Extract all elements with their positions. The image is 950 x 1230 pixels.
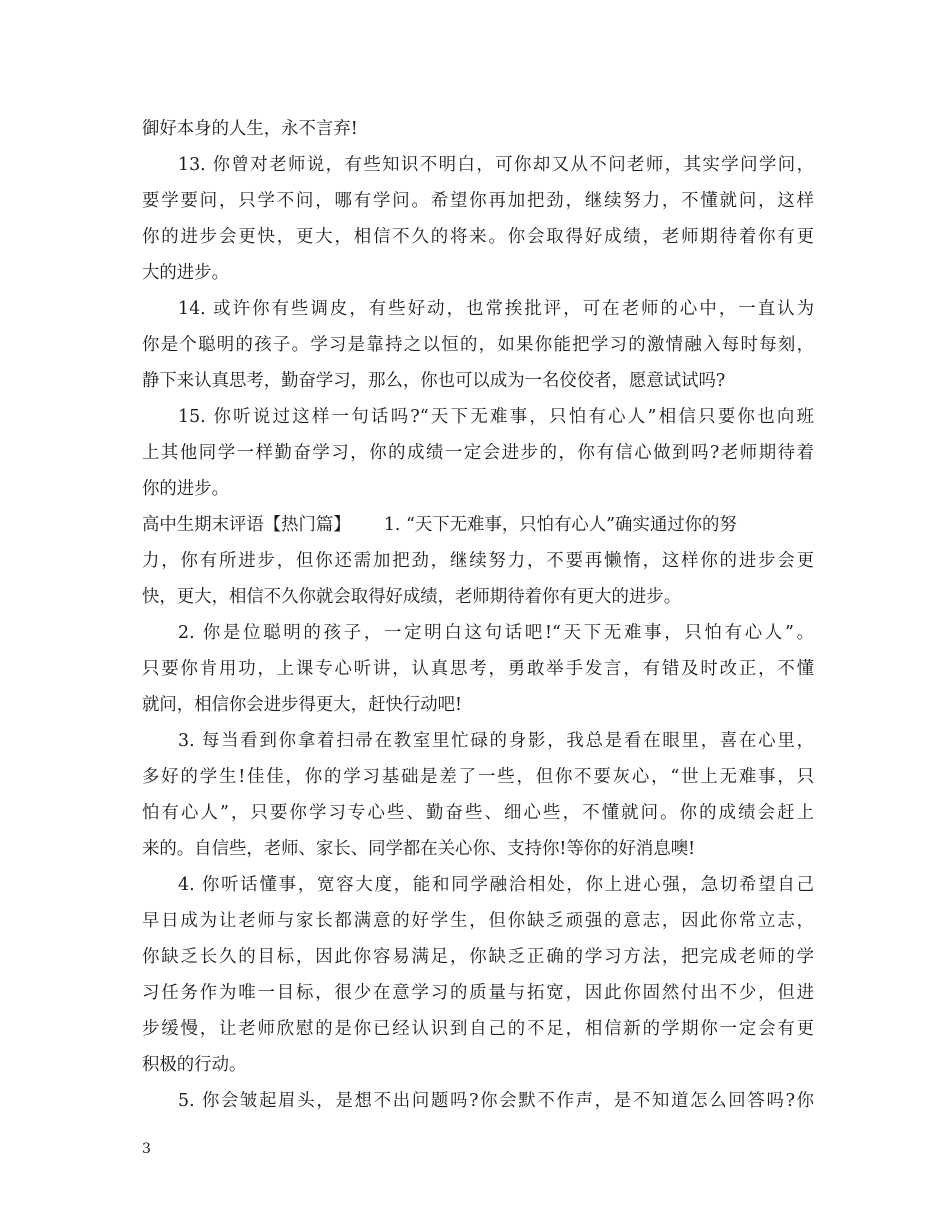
text-line: 御好本身的人生，永不言弃! xyxy=(142,119,358,139)
text-line: 你是个聪明的孩子。学习是靠持之以恒的，如果你能把学习的激情融入每时每刻， xyxy=(142,335,814,355)
text-line: 13. 你曾对老师说，有些知识不明白，可你却又从不问老师，其实学问学问， xyxy=(178,155,814,175)
text-line: 只要你肯用功，上课专心听讲，认真思考，勇敢举手发言，有错及时改正，不懂 xyxy=(142,659,814,679)
text-line: 步缓慢，让老师欣慰的是你已经认识到自己的不足，相信新的学期你一定会有更 xyxy=(142,1019,814,1039)
text-line: 上其他同学一样勤奋学习，你的成绩一定会进步的，你有信心做到吗?老师期待着 xyxy=(142,443,814,463)
text-line: 2. 你是位聪明的孩子，一定明白这句话吧!“天下无难事，只怕有心人”。 xyxy=(178,623,814,643)
text-line: 力，你有所进步，但你还需加把劲，继续努力，不要再懒惰，这样你的进步会更 xyxy=(142,551,814,571)
text-line: 来的。自信些，老师、家长、同学都在关心你、支持你!等你的好消息噢! xyxy=(142,839,696,859)
text-line: 14. 或许你有些调皮，有些好动，也常挨批评，可在老师的心中，一直认为 xyxy=(178,299,814,319)
text-line: 15. 你听说过这样一句话吗?“天下无难事，只怕有心人”相信只要你也向班 xyxy=(178,407,814,427)
section-heading-line: 高中生期末评语【热门篇】 1. “天下无难事，只怕有心人”确实通过你的努 xyxy=(142,515,737,535)
text-line: 多好的学生!佳佳，你的学习基础是差了一些，但你不要灰心，“世上无难事，只 xyxy=(142,767,814,787)
text-line: 4. 你听话懂事，宽容大度，能和同学融洽相处，你上进心强，急切希望自己 xyxy=(178,875,814,895)
text-line: 你缺乏长久的目标，因此你容易满足，你缺乏正确的学习方法，把完成老师的学 xyxy=(142,947,814,967)
text-line: 要学要问，只学不问，哪有学问。希望你再加把劲，继续努力，不懂就问，这样 xyxy=(142,191,814,211)
text-line: 积极的行动。 xyxy=(142,1055,247,1075)
text-line: 3. 每当看到你拿着扫帚在教室里忙碌的身影，我总是看在眼里，喜在心里， xyxy=(178,731,814,751)
text-line: 你的进步会更快，更大，相信不久的将来。你会取得好成绩，老师期待着你有更 xyxy=(142,227,814,247)
text-line: 大的进步。 xyxy=(142,263,229,283)
text-line: 习任务作为唯一目标，很少在意学习的质量与拓宽，因此你固然付出不少，但进 xyxy=(142,983,814,1003)
page-number: 3 xyxy=(142,1141,151,1157)
text-line: 早日成为让老师与家长都满意的好学生，但你缺乏顽强的意志，因此你常立志， xyxy=(142,911,814,931)
text-line: 快，更大，相信不久你就会取得好成绩，老师期待着你有更大的进步。 xyxy=(142,587,682,607)
text-line: 就问，相信你会进步得更大，赶快行动吧! xyxy=(142,695,463,715)
text-line: 5. 你会皱起眉头，是想不出问题吗?你会默不作声，是不知道怎么回答吗?你 xyxy=(178,1091,814,1111)
text-line: 你的进步。 xyxy=(142,479,229,499)
text-line: 怕有心人”，只要你学习专心些、勤奋些、细心些，不懂就问。你的成绩会赶上 xyxy=(142,803,814,823)
text-line: 静下来认真思考，勤奋学习，那么，你也可以成为一名佼佼者，愿意试试吗? xyxy=(142,371,726,391)
